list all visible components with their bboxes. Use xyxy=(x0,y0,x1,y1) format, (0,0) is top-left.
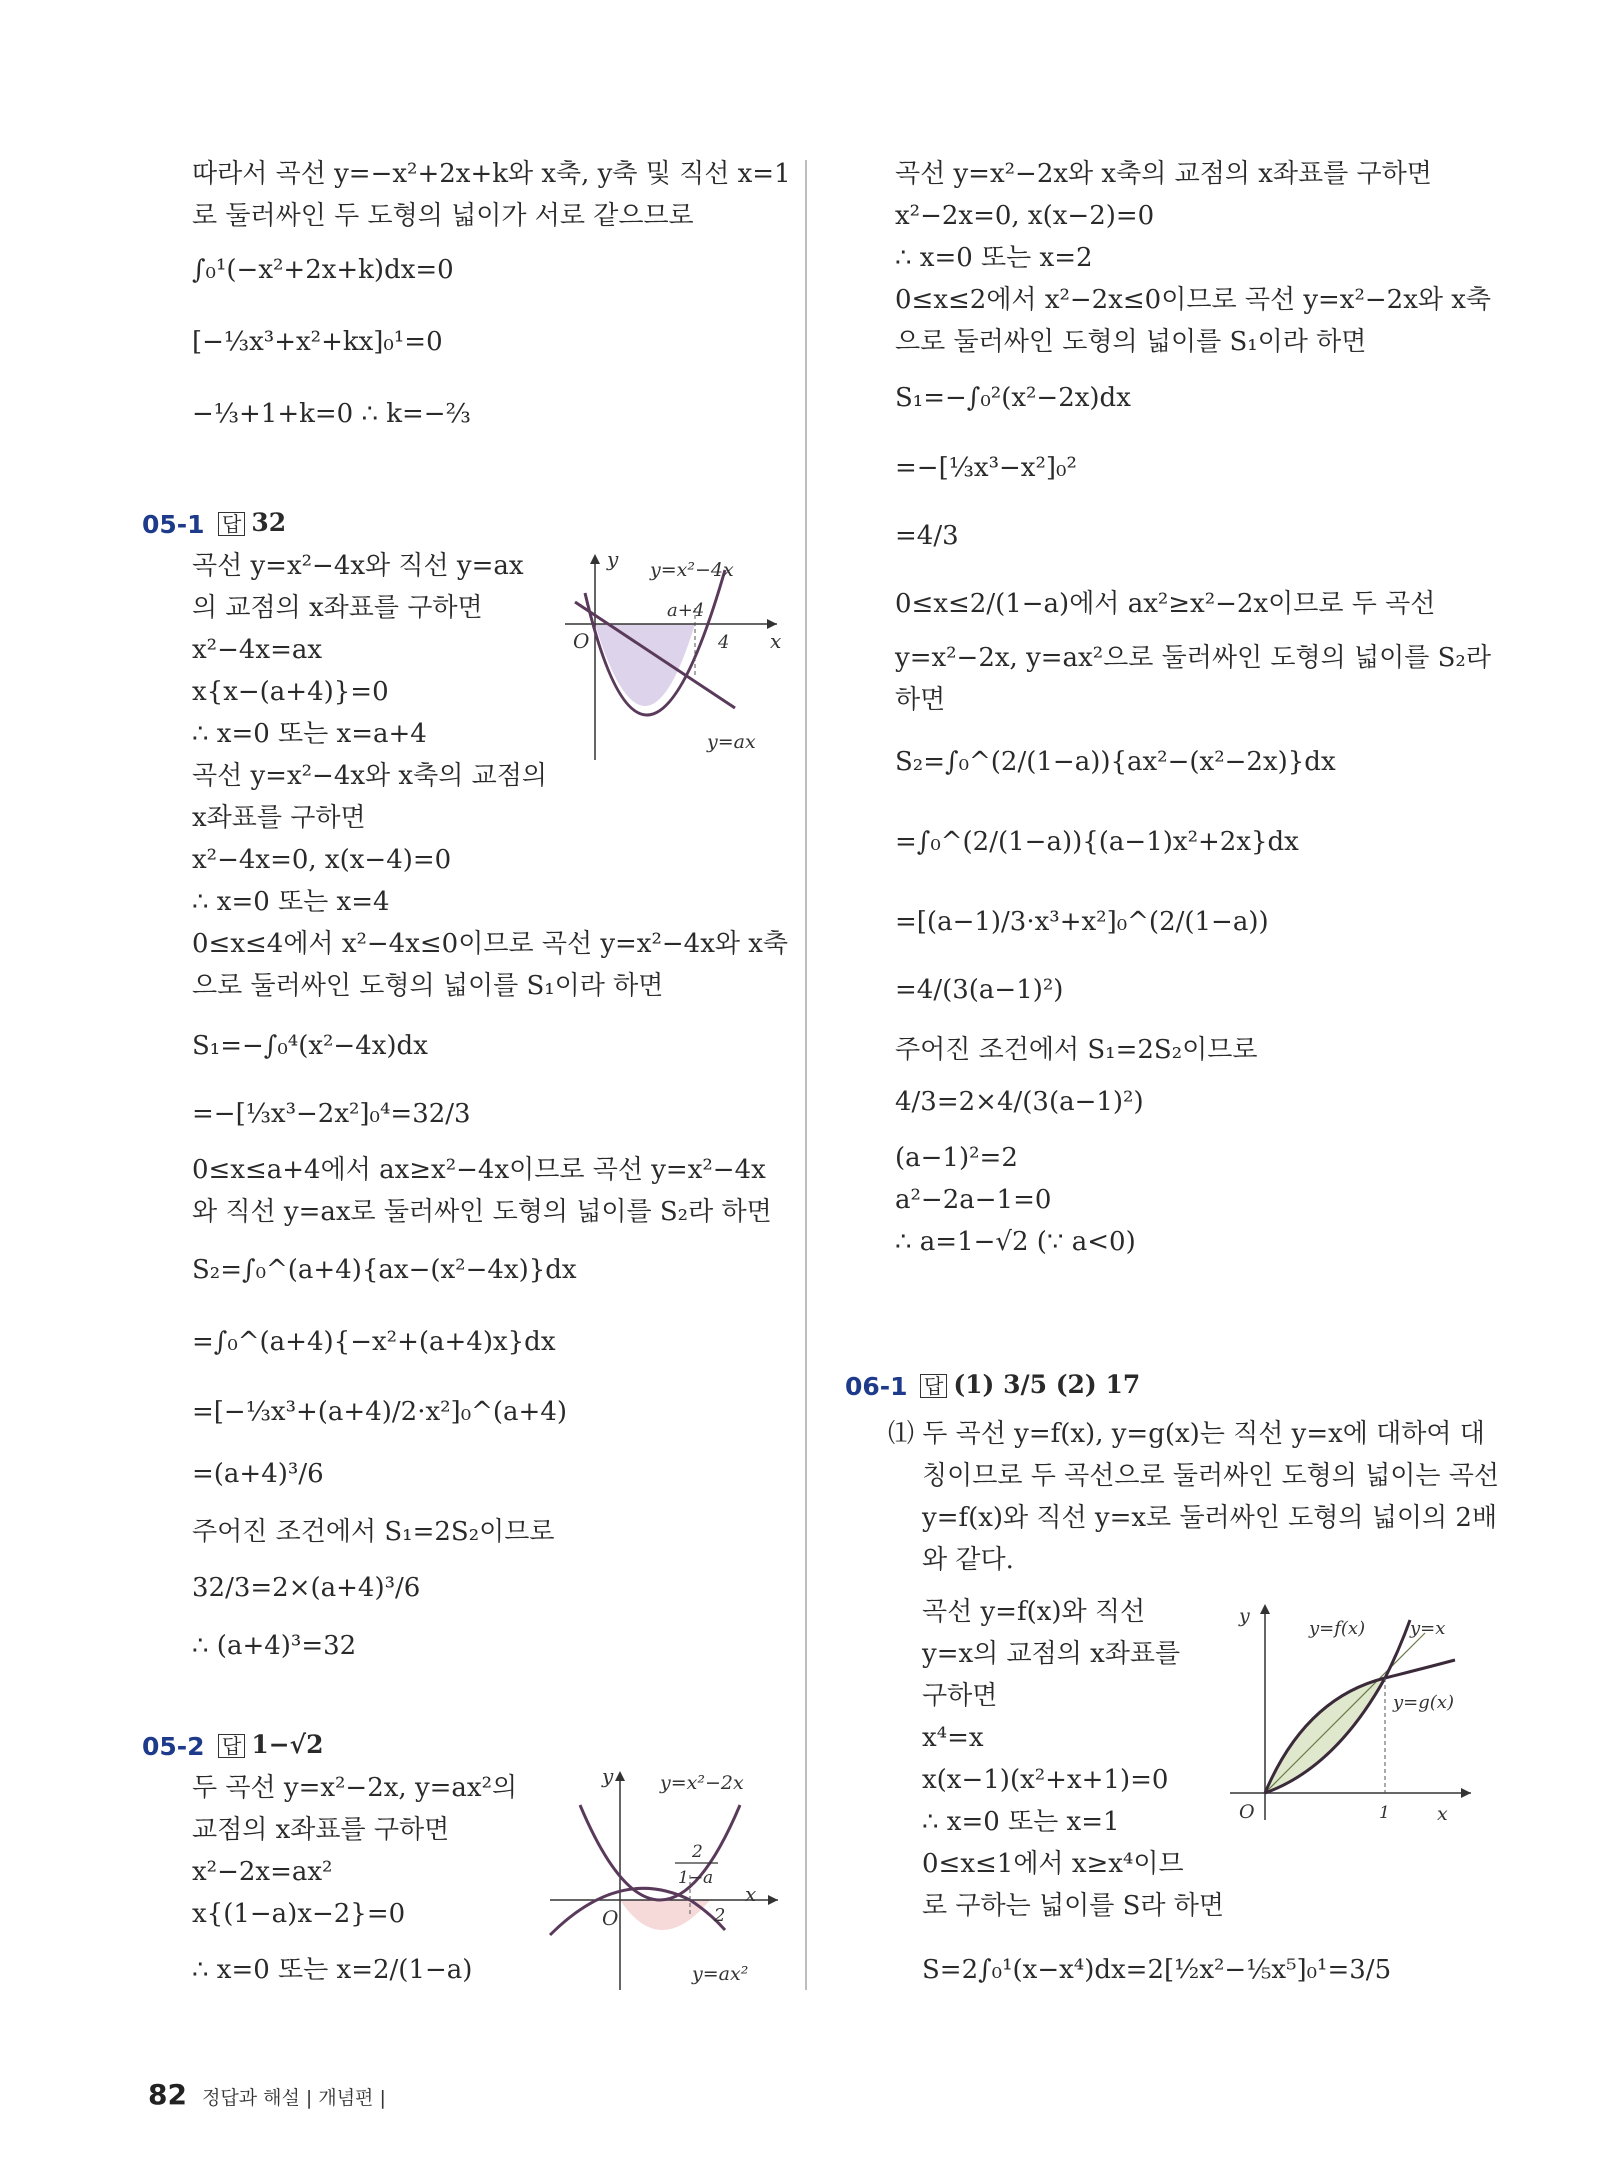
graph-06-1 xyxy=(1225,1598,1475,1823)
line-label: y=x xyxy=(1410,1618,1446,1639)
equation: x²−4x=0, x(x−4)=0 xyxy=(192,845,452,875)
equation: S₂=∫₀^(2/(1−a)){ax²−(x²−2x)}dx xyxy=(895,747,1336,777)
line-label: y=ax xyxy=(707,731,756,753)
equation: =−[⅓x³−x²]₀² xyxy=(895,453,1077,483)
answer: 답 32 xyxy=(218,508,286,537)
text-line: 로 구하는 넓이를 S라 하면 xyxy=(922,1891,1225,1921)
text-line: 으로 둘러싸인 도형의 넓이를 S₁이라 하면 xyxy=(895,327,1367,357)
graph-05-1 xyxy=(555,548,780,763)
equation: −⅓+1+k=0 ∴ k=−⅔ xyxy=(192,399,471,429)
equation: S₂=∫₀^(a+4){ax−(x²−4x)}dx xyxy=(192,1255,577,1285)
equation: ∫₀¹(−x²+2x+k)dx=0 xyxy=(192,255,454,285)
equation: x⁴=x xyxy=(922,1723,984,1753)
equation: S₁=−∫₀⁴(x²−4x)dx xyxy=(192,1031,428,1061)
y-axis-label: y xyxy=(602,1764,614,1788)
equation: x(x−1)(x²+x+1)=0 xyxy=(922,1765,1169,1795)
equation: a²−2a−1=0 xyxy=(895,1185,1052,1215)
tick-label: 2 xyxy=(714,1905,726,1926)
shaded-region xyxy=(595,624,695,706)
equation: S₁=−∫₀²(x²−2x)dx xyxy=(895,383,1131,413)
y-axis-label: y xyxy=(607,547,619,571)
tick-label: 2 xyxy=(692,1842,703,1862)
equation: ∴ x=0 또는 x=1 xyxy=(922,1807,1120,1837)
tick-label: a+4 xyxy=(667,600,705,621)
curve-label: y=f(x) xyxy=(1309,1618,1366,1639)
text-line: 하면 xyxy=(895,685,946,715)
text-line: 0≤x≤1에서 x≥x⁴이므 xyxy=(922,1849,1184,1879)
curve-label: y=x²−4x xyxy=(650,559,734,581)
origin-label: O xyxy=(602,1906,619,1930)
equation: ∴ x=0 또는 x=2/(1−a) xyxy=(192,1955,473,1985)
section-number: 05-2 xyxy=(142,1732,205,1761)
text-line: 구하면 xyxy=(922,1681,998,1711)
text-line: 와 같다. xyxy=(922,1545,1014,1575)
text-line: 0≤x≤2/(1−a)에서 ax²≥x²−2x이므로 두 곡선 xyxy=(895,589,1436,619)
equation: x²−2x=ax² xyxy=(192,1857,333,1887)
equation: =(a+4)³/6 xyxy=(192,1459,324,1489)
equation: x{(1−a)x−2}=0 xyxy=(192,1899,406,1929)
curve-label: y=ax² xyxy=(692,1963,749,1985)
equation: =4/3 xyxy=(895,521,959,551)
x-axis-label: x xyxy=(745,1882,757,1906)
text-line: y=f(x)와 직선 y=x로 둘러싸인 도형의 넓이의 2배 xyxy=(922,1503,1498,1533)
answer: 답 (1) 3/5 (2) 17 xyxy=(920,1370,1140,1399)
equation: 32/3=2×(a+4)³/6 xyxy=(192,1573,421,1603)
equation: =−[⅓x³−2x²]₀⁴=32/3 xyxy=(192,1099,471,1129)
equation: =[(a−1)/3·x³+x²]₀^(2/(1−a)) xyxy=(895,907,1269,937)
column-divider xyxy=(805,160,807,1990)
equation: ∴ x=0 또는 x=4 xyxy=(192,887,390,917)
page-footer xyxy=(148,2078,386,2111)
text-line: 주어진 조건에서 S₁=2S₂이므로 xyxy=(895,1035,1258,1065)
text-line: 곡선 y=f(x)와 직선 xyxy=(922,1597,1146,1627)
text-line: 곡선 y=x²−2x와 x축의 교점의 x좌표를 구하면 xyxy=(895,159,1432,189)
answer: 답 1−√2 xyxy=(218,1730,324,1759)
text-line: 의 교점의 x좌표를 구하면 xyxy=(192,593,483,623)
section-number: 05-1 xyxy=(142,510,205,539)
curve-label: y=g(x) xyxy=(1393,1692,1454,1713)
equation: S=2∫₀¹(x−x⁴)dx=2[½x²−⅕x⁵]₀¹=3/5 xyxy=(922,1955,1392,1985)
page-number: 82 xyxy=(148,2078,187,2111)
tick-label: 4 xyxy=(718,632,730,653)
text-line: y=x의 교점의 x좌표를 xyxy=(922,1639,1181,1669)
equation: ∴ a=1−√2 (∵ a<0) xyxy=(895,1227,1136,1257)
text-line: ⑴ 두 곡선 y=f(x), y=g(x)는 직선 y=x에 대하여 대 xyxy=(888,1419,1485,1449)
equation: x²−4x=ax xyxy=(192,635,323,665)
section-number: 06-1 xyxy=(845,1372,908,1401)
text-line: 0≤x≤a+4에서 ax≥x²−4x이므로 곡선 y=x²−4x xyxy=(192,1155,766,1185)
text-line: 곡선 y=x²−4x와 직선 y=ax xyxy=(192,551,524,581)
equation: [−⅓x³+x²+kx]₀¹=0 xyxy=(192,327,443,357)
text-line: 0≤x≤4에서 x²−4x≤0이므로 곡선 y=x²−4x와 x축 xyxy=(192,929,789,959)
equation: (a−1)²=2 xyxy=(895,1143,1018,1173)
equation: 4/3=2×4/(3(a−1)²) xyxy=(895,1087,1144,1117)
equation: ∴ x=0 또는 x=2 xyxy=(895,243,1093,273)
footer-text: 정답과 해설 | 개념편 | xyxy=(202,2087,386,2109)
equation: ∴ x=0 또는 x=a+4 xyxy=(192,719,427,749)
text-line: 두 곡선 y=x²−2x, y=ax²의 xyxy=(192,1773,518,1803)
x-axis-label: x xyxy=(770,629,782,653)
y-axis-label: y xyxy=(1239,1605,1250,1627)
text-line: 주어진 조건에서 S₁=2S₂이므로 xyxy=(192,1517,555,1547)
origin-label: O xyxy=(573,629,590,653)
equation: x²−2x=0, x(x−2)=0 xyxy=(895,201,1155,231)
equation: =[−⅓x³+(a+4)/2·x²]₀^(a+4) xyxy=(192,1397,568,1427)
equation: ∴ (a+4)³=32 xyxy=(192,1631,357,1661)
text-line: 칭이므로 두 곡선으로 둘러싸인 도형의 넓이는 곡선 xyxy=(922,1461,1500,1491)
text-line: y=x²−2x, y=ax²으로 둘러싸인 도형의 넓이를 S₂라 xyxy=(895,643,1491,673)
text-line: 0≤x≤2에서 x²−2x≤0이므로 곡선 y=x²−2x와 x축 xyxy=(895,285,1492,315)
x-axis-label: x xyxy=(1437,1803,1448,1825)
text-line: 와 직선 y=ax로 둘러싸인 도형의 넓이를 S₂라 하면 xyxy=(192,1197,772,1227)
text-line: 으로 둘러싸인 도형의 넓이를 S₁이라 하면 xyxy=(192,971,664,1001)
text-line: 곡선 y=x²−4x와 x축의 교점의 xyxy=(192,761,547,791)
text-line: 교점의 x좌표를 구하면 xyxy=(192,1815,450,1845)
tick-label: 1−a xyxy=(678,1868,714,1888)
origin-label: O xyxy=(1239,1801,1255,1823)
equation: =∫₀^(2/(1−a)){(a−1)x²+2x}dx xyxy=(895,827,1299,857)
equation: x{x−(a+4)}=0 xyxy=(192,677,389,707)
text-line: 따라서 곡선 y=−x²+2x+k와 x축, y축 및 직선 x=1 xyxy=(192,159,791,189)
text-line: 로 둘러싸인 두 도형의 넓이가 서로 같으므로 xyxy=(192,201,694,231)
tick-label: 1 xyxy=(1379,1803,1390,1823)
text-line: x좌표를 구하면 xyxy=(192,803,366,833)
equation: =∫₀^(a+4){−x²+(a+4)x}dx xyxy=(192,1327,556,1357)
equation: =4/(3(a−1)²) xyxy=(895,975,1064,1005)
graph-05-2 xyxy=(540,1765,780,1995)
curve-label: y=x²−2x xyxy=(660,1772,744,1794)
